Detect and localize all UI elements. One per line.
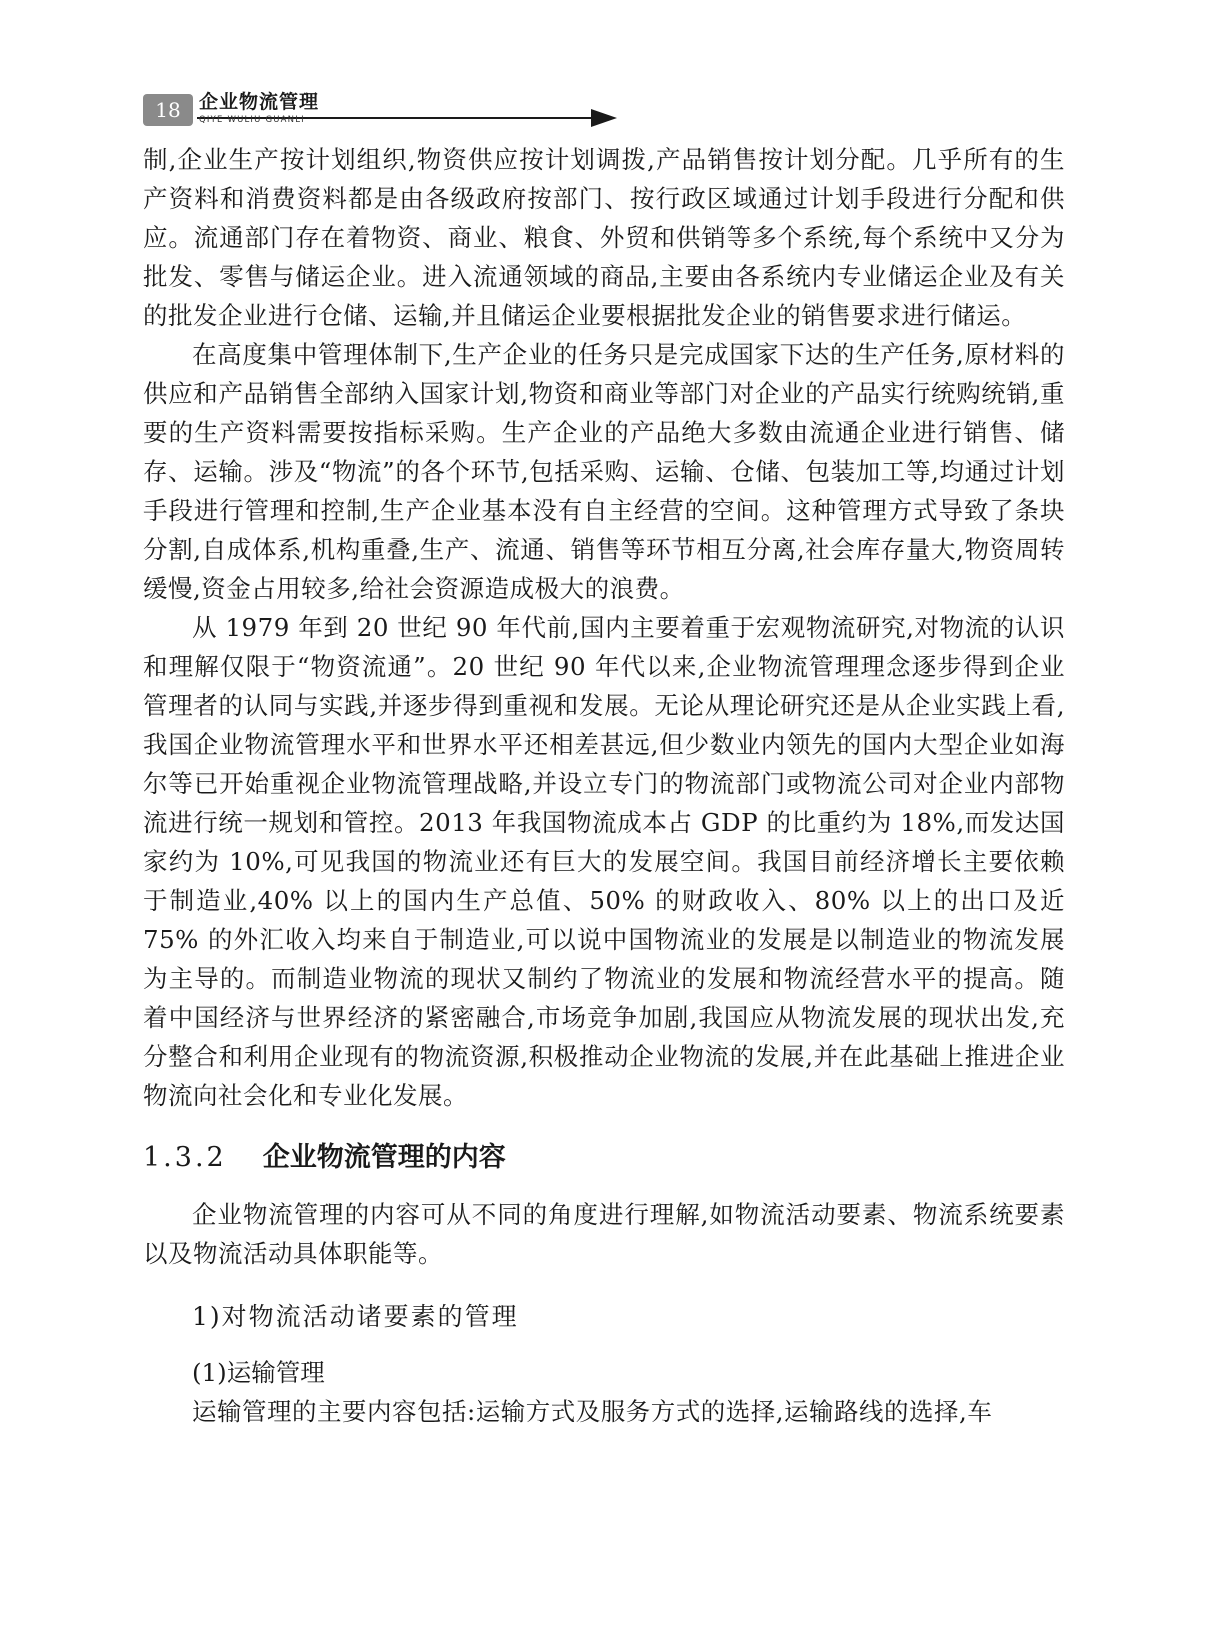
- subheading-transport-management: (1)运输管理: [192, 1358, 325, 1387]
- section-number: 1.3.2: [143, 1142, 227, 1173]
- paragraph-continuation: 制,企业生产按计划组织,物资供应按计划调拨,产品销售按计划分配。几乎所有的生产资料和消费资料都是由各级政府按部门、按行政区域通过计划手段进行分配和供应。流通部门存在着物资、商业、粮食、外贸和供销等多个系统,每个系统中又分为批发、零售与储运企业。进入流通领域的商品,主要由各系统内专业储运企业及有关的批发企业进行仓储、运输,并且储运企业要根据批发企业的销售要求进行储运。: [143, 145, 1065, 330]
- paragraph-content-intro: 企业物流管理的内容可从不同的角度进行理解,如物流活动要素、物流系统要素以及物流活动具体职能等。: [143, 1200, 1065, 1268]
- running-head-title: 企业物流管理: [199, 91, 320, 113]
- subheading-elements-management: 1)对物流活动诸要素的管理: [192, 1302, 519, 1331]
- header-arrow-icon: [591, 109, 617, 127]
- paragraph-planned-economy: 在高度集中管理体制下,生产企业的任务只是完成国家下达的生产任务,原材料的供应和产品销售全部纳入国家计划,物资和商业等部门对企业的产品实行统购统销,重要的生产资料需要按指标采购。生产企业的产品绝大多数由流通企业进行销售、储存、运输。涉及“物流”的各个环节,包括采购、运输、仓储、包装加工等,均通过计划手段进行管理和控制,生产企业基本没有自主经营的空间。这种管理方式导致了条块分割,自成体系,机构重叠,生产、流通、销售等环节相互分离,社会库存量大,物资周转缓慢,资金占用较多,给社会资源造成极大的浪费。: [143, 340, 1065, 603]
- paragraph-logistics-development: 从 1979 年到 20 世纪 90 年代前,国内主要着重于宏观物流研究,对物流的认识和理解仅限于“物资流通”。20 世纪 90 年代以来,企业物流管理理念逐步得到企业管理者的认同与实践,并逐步得到重视和发展。无论从理论研究还是从企业实践上看,我国企业物流管理水平和世界水平还相差甚远,但少数业内领先的国内大型企业如海尔等已开始重视企业物流管理战略,并设立专门的物流部门或物流公司对企业内部物流进行统一规划和管控。2013 年我国物流成本占 GDP 的比重约为 18%,而发达国家约为 10%,可见我国的物流业还有巨大的发展空间。我国目前经济增长主要依赖于制造业,40% 以上的国内生产总值、50% 的财政收入、80% 以上的出口及近 75% 的外汇收入均来自于制造业,可以说中国物流业的发展是以制造业的物流发展为主导的。而制造业物流的现状又制约了物流业的发展和物流经营水平的提高。随着中国经济与世界经济的紧密融合,市场竞争加剧,我国应从物流发展的现状出发,充分整合和利用企业现有的物流资源,积极推动企业物流的发展,并在此基础上推进企业物流向社会化和专业化发展。: [143, 613, 1065, 1110]
- paragraph-transport-management: 运输管理的主要内容包括:运输方式及服务方式的选择,运输路线的选择,车: [192, 1397, 993, 1426]
- page-header: [143, 90, 633, 130]
- page-number: 18: [143, 94, 193, 126]
- page-body: [143, 140, 1065, 1431]
- running-head-pinyin: QIYE WULIU GUANLI: [199, 115, 305, 125]
- section-heading: [143, 1137, 1065, 1179]
- section-title: 企业物流管理的内容: [262, 1142, 506, 1173]
